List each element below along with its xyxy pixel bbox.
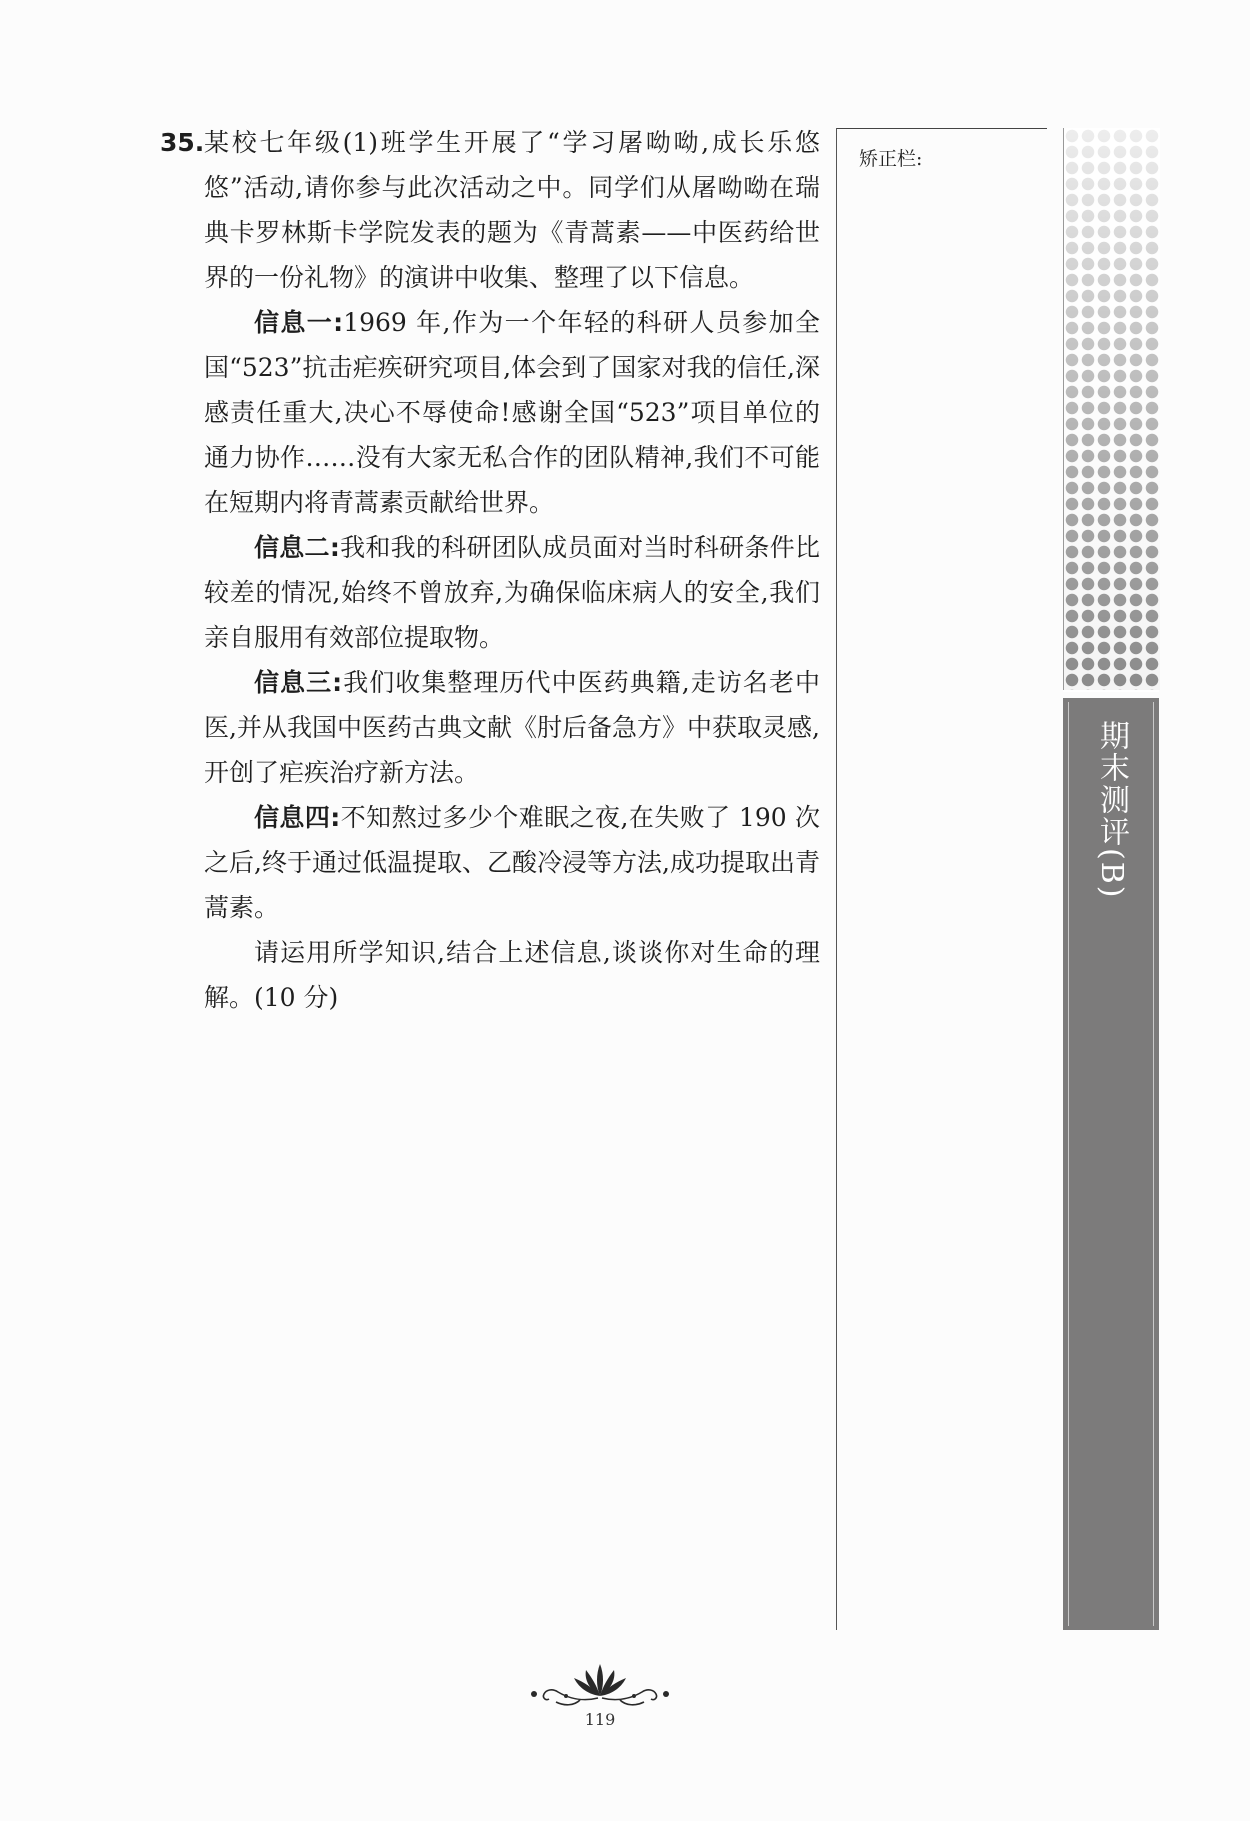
section-title: 期末测评(B): [1094, 720, 1129, 900]
sidebar-band: [1063, 698, 1159, 1630]
sidebar-divider: [1063, 690, 1159, 692]
question-prompt: [160, 930, 820, 1020]
page-number: 119: [584, 1710, 616, 1729]
page-footer: [520, 1660, 680, 1740]
question-stem: [160, 120, 820, 300]
info-3-label: 信息三:: [254, 668, 343, 697]
info-4-label: 信息四:: [254, 803, 341, 832]
correction-column: [836, 128, 1069, 1630]
info-2-label: 信息二:: [254, 533, 340, 562]
info-4: [160, 795, 820, 930]
info-2: [160, 525, 820, 660]
question-35: [160, 120, 820, 1020]
info-3-text: 我们收集整理历代中医药典籍,走访名老中医,并从我国中医药古典文献《肘后备急方》中获取灵感,开创了疟疾治疗新方法。: [204, 668, 820, 787]
info-1-label: 信息一:: [254, 308, 344, 337]
floral-ornament-icon: [520, 1660, 680, 1710]
correction-top-rule: [837, 128, 1047, 129]
question-prompt-text: 请运用所学知识,结合上述信息,谈谈你对生命的理解。: [204, 938, 820, 1012]
section-sidebar: [1063, 128, 1159, 1630]
correction-label: 矫正栏:: [859, 148, 923, 170]
info-4-text: 不知熬过多少个难眠之夜,在失败了 190 次之后,终于通过低温提取、乙酸冷浸等方法,成功提取出青蒿素。: [204, 803, 821, 922]
question-score: (10 分): [254, 983, 339, 1012]
dot-pattern-decoration: [1063, 128, 1160, 690]
question-stem-text: 某校七年级(1)班学生开展了“学习屠呦呦,成长乐悠悠”活动,请你参与此次活动之中。同学们从屠呦呦在瑞典卡罗林斯卡学院发表的题为《青蒿素——中医药给世界的一份礼物》的演讲中收集、整理了以下信息。: [204, 128, 820, 292]
question-number: 35.: [160, 128, 205, 157]
info-1-text: 1969 年,作为一个年轻的科研人员参加全国“523”抗击疟疾研究项目,体会到了国家对我的信任,深感责任重大,决心不辱使命!感谢全国“523”项目单位的通力协作……没有大家无私合作的团队精神,我们不可能在短期内将青蒿素贡献给世界。: [204, 308, 820, 517]
info-3: [160, 660, 820, 795]
info-2-text: 我和我的科研团队成员面对当时科研条件比较差的情况,始终不曾放弃,为确保临床病人的安全,我们亲自服用有效部位提取物。: [204, 533, 820, 652]
info-1: [160, 300, 820, 525]
